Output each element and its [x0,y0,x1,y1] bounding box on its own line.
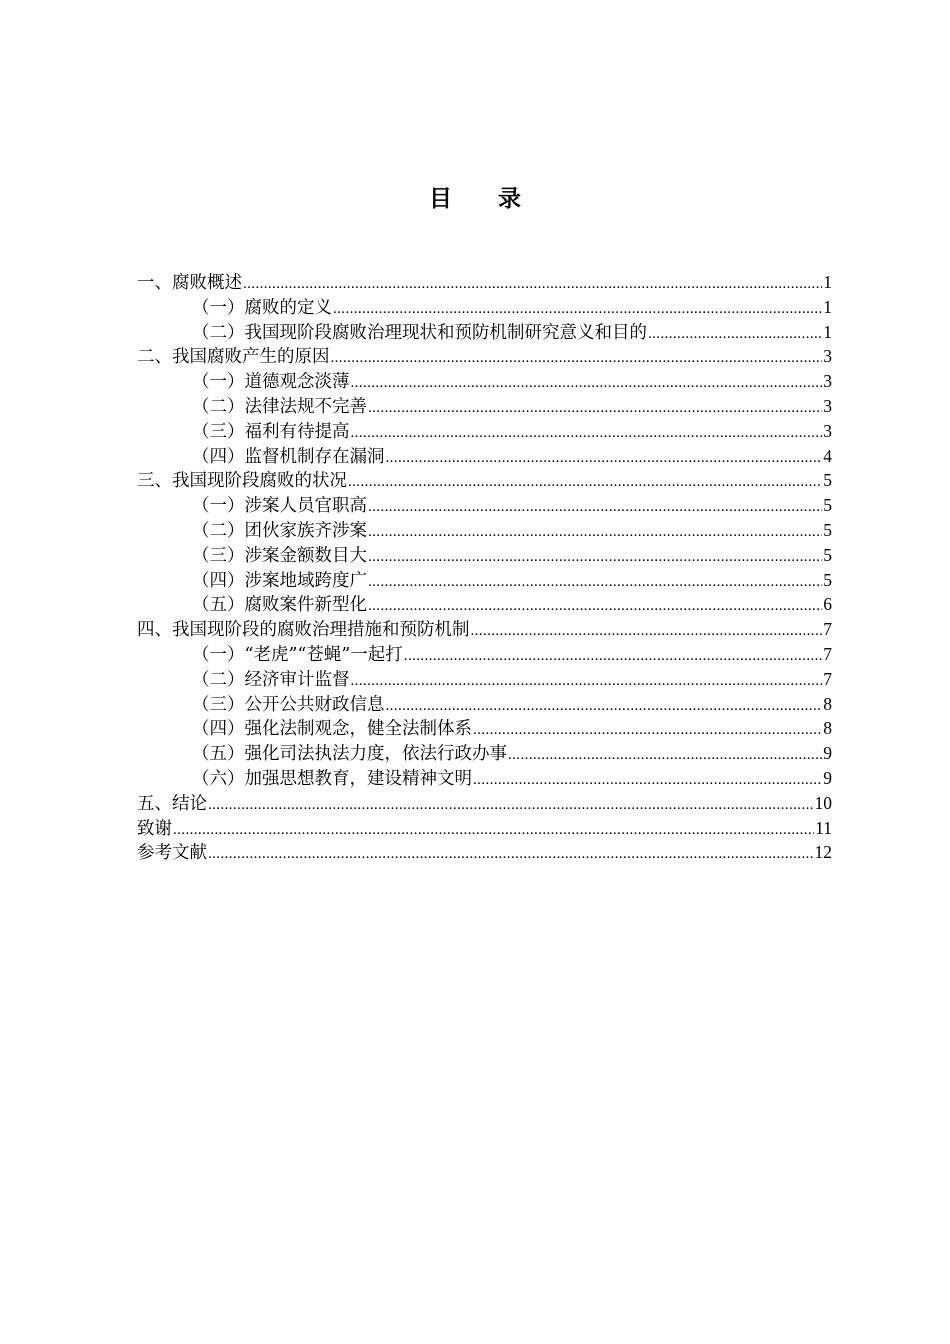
toc-dot-leader [173,818,814,843]
toc-entry-page-number: 7 [823,619,832,640]
toc-entry-label: （二）我国现阶段腐败治理现状和预防机制研究意义和目的 [192,322,647,343]
toc-entry-label: （一）道德观念淡薄 [192,372,350,393]
toc-entry-page-number: 4 [823,445,832,466]
toc-entry[interactable] [137,642,832,667]
toc-entry[interactable] [137,568,832,593]
toc-entry-page-number: 3 [823,420,832,441]
toc-entry[interactable] [137,344,832,369]
toc-dot-leader [368,594,822,619]
toc-entry[interactable] [137,320,832,345]
toc-entry-label: （四）监督机制存在漏洞 [192,446,385,467]
toc-entry-label: 四、我国现阶段的腐败治理措施和预防机制 [137,620,470,641]
page-title [0,180,950,213]
toc-entry-label: （四）强化法制观念，健全法制体系 [192,719,472,740]
toc-dot-leader [508,743,822,768]
toc-dot-leader [473,768,822,793]
toc-entry[interactable] [137,840,832,865]
toc-entry[interactable] [137,394,832,419]
toc-dot-leader [404,644,822,669]
toc-entry-page-number: 3 [823,395,832,416]
toc-entry[interactable] [137,791,832,816]
toc-dot-leader [473,718,822,743]
toc-entry-label: 一、腐败概述 [137,273,242,293]
toc-entry[interactable] [137,692,832,717]
toc-entry-page-number: 3 [823,346,832,367]
toc-entry[interactable] [137,369,832,394]
toc-entry-page-number: 8 [823,693,832,714]
title-char-1: 目 [429,185,452,212]
toc-dot-leader [386,694,823,719]
toc-entry-page-number: 5 [823,569,832,590]
toc-entry-label: （三）福利有待提高 [192,421,350,442]
toc-entry[interactable] [137,617,832,642]
toc-dot-leader [368,570,822,595]
toc-entry[interactable] [137,468,832,493]
toc-entry-label: （一）涉案人员官职高 [192,496,367,517]
toc-entry-label: （三）公开公共财政信息 [192,694,385,715]
toc-entry-page-number: 1 [823,272,832,292]
toc-entry-page-number: 5 [823,544,832,565]
title-char-2: 录 [498,185,521,212]
toc-entry-label: （一）“老虎”“苍蝇”一起打 [192,644,403,665]
toc-dot-leader [368,545,822,570]
toc-entry-page-number: 10 [814,792,832,813]
toc-entry-page-number: 3 [823,371,832,392]
toc-dot-leader [386,446,823,471]
toc-entry-label: （四）涉案地域跨度广 [192,570,367,591]
toc-entry-label: （六）加强思想教育，建设精神文明 [192,768,472,789]
toc-entry[interactable] [137,493,832,518]
toc-entry-page-number: 5 [823,519,832,540]
toc-entry-label: 三、我国现阶段腐败的状况 [137,471,347,492]
toc-dot-leader [243,272,822,297]
toc-entry-page-number: 8 [823,718,832,739]
toc-dot-leader [648,322,822,347]
toc-entry-page-number: 11 [815,817,832,838]
toc-dot-leader [208,793,814,818]
toc-dot-leader [351,371,823,396]
toc-entry[interactable] [137,667,832,692]
toc-dot-leader [331,346,823,371]
toc-entry-label: 致谢 [137,818,172,839]
toc-entry[interactable] [137,518,832,543]
toc-entry-page-number: 9 [823,767,832,788]
toc-entry-page-number: 12 [814,842,832,863]
toc-entry-label: （三）涉案金额数目大 [192,545,367,566]
toc-entry-page-number: 7 [823,643,832,664]
toc-dot-leader [348,470,822,495]
toc-entry[interactable] [137,592,832,617]
toc-dot-leader [368,396,822,421]
toc-entry[interactable] [137,766,832,791]
toc-dot-leader [333,297,822,322]
toc-entry-label: （五）腐败案件新型化 [192,595,367,616]
toc-entry[interactable] [137,444,832,469]
table-of-contents [137,270,832,865]
toc-entry-label: （五）强化司法执法力度，依法行政办事 [192,744,507,765]
toc-dot-leader [471,619,823,644]
toc-entry[interactable] [137,419,832,444]
toc-entry-label: 五、结论 [137,793,207,814]
toc-entry-page-number: 6 [823,594,832,615]
toc-dot-leader [368,520,822,545]
toc-entry[interactable] [137,816,832,841]
toc-entry-label: （二）经济审计监督 [192,669,350,690]
toc-dot-leader [208,842,814,867]
toc-entry[interactable] [137,716,832,741]
toc-entry-page-number: 7 [823,668,832,689]
toc-dot-leader [351,669,823,694]
toc-entry[interactable] [137,543,832,568]
toc-entry-label: （二）法律法规不完善 [192,396,367,417]
toc-entry-label: 参考文献 [137,843,207,864]
toc-dot-leader [368,495,822,520]
toc-entry[interactable] [137,295,832,320]
toc-dot-leader [351,421,823,446]
toc-entry-page-number: 1 [823,296,832,317]
toc-entry-page-number: 5 [823,495,832,516]
toc-entry-label: 二、我国腐败产生的原因 [137,347,330,368]
toc-entry-label: （二）团伙家族齐涉案 [192,520,367,541]
toc-entry[interactable] [137,741,832,766]
toc-entry[interactable] [137,270,832,295]
toc-entry-page-number: 9 [823,743,832,764]
toc-entry-label: （一）腐败的定义 [192,297,332,318]
toc-entry-page-number: 5 [823,470,832,491]
toc-entry-page-number: 1 [823,321,832,342]
